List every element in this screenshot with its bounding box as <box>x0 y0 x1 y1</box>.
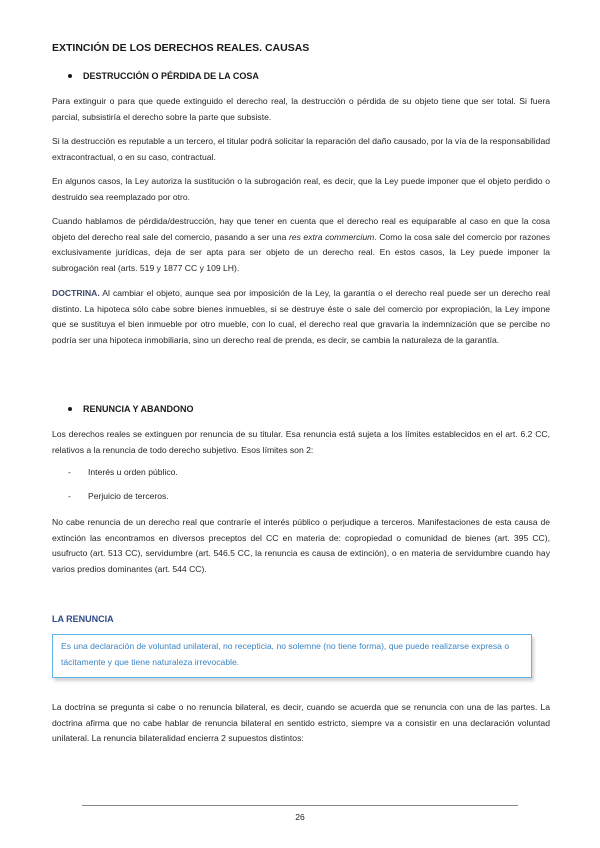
paragraph: En algunos casos, la Ley autoriza la sustitución o la subrogación real, es decir, que la Ley puede imponer que el objeto perdido o destruido sea reemplazado por otro. <box>52 176 550 202</box>
paragraph: No cabe renuncia de un derecho real que contraríe el interés público o perjudique a terceros. Manifestaciones de esta causa de extinción las encontramos en diversos preceptos del CC en materia de: copropiedad o comunidad de bienes (art. 395 CC), usufructo (art. 513 CC), servidumbre (art. 546.5 CC, la renuncia es causa de extinción), o en materia de servidumbre cuando hay varios predios dominantes (art. 544 CC). <box>52 517 550 574</box>
list-item-text: Perjuicio de terceros. <box>88 491 169 501</box>
bullet-icon <box>68 74 72 78</box>
paragraph <box>52 214 550 276</box>
paragraph: La doctrina se pregunta si cabe o no renuncia bilateral, es decir, cuando se acuerda que se renuncia con una de las partes. La doctrina afirma que no cabe hablar de renuncia bilateral en sentido estricto, siempre va a consistir en una declaración voluntad unilateral. La renuncia bilateralidad encierra 2 supuestos distintos: <box>52 702 550 744</box>
paragraph-text: Cuando hablamos de pérdida/destrucción, hay que tener en cuenta que el derecho real es equiparable al caso en que la cosa objeto del derecho real sale del comercio, pasando a ser una <box>52 216 550 242</box>
list-item <box>68 491 169 501</box>
list-item <box>68 467 178 477</box>
dash-marker: - <box>68 491 71 501</box>
page-number: 26 <box>295 812 305 822</box>
footer-divider <box>82 805 518 806</box>
paragraph: Para extinguir o para que quede extinguido el derecho real, la destrucción o pérdida de su objeto tiene que ser total. Si fuera parcial, subsistiría el derecho sobre la parte que subsiste. <box>52 96 550 122</box>
doctrina-paragraph <box>52 286 550 348</box>
page-title: EXTINCIÓN DE LOS DERECHOS REALES. CAUSAS <box>52 42 310 54</box>
dash-marker: - <box>68 467 71 477</box>
paragraph-text: Al cambiar el objeto, aunque sea por imposición de la Ley, la garantía o el derecho real puede ser un derecho real distinto. La hipoteca sólo cabe sobre bienes inmuebles, si se destruye éste o sale del comercio por expropiación, la Ley impone que se sustituya el bien inmueble por otro mueble, con lo cual, el derecho real que gravaría la indemnización que se percibe no podría ser una hipoteca inmobiliaria, sino un derecho real de prenda, es decir, se cambia la naturaleza de la garantía. <box>52 288 550 345</box>
section-heading-text: RENUNCIA Y ABANDONO <box>83 404 194 414</box>
section-heading-destruccion <box>68 71 259 81</box>
paragraph: Los derechos reales se extinguen por renuncia de su titular. Esa renuncia está sujeta a los límites establecidos en el art. 6.2 CC, relativos a la renuncia de todo derecho subjetivo. Esos límites son 2: <box>52 429 550 455</box>
paragraph: Si la destrucción es reputable a un tercero, el titular podrá solicitar la reparación del daño causado, por la vía de la responsabilidad extracontractual, o en su caso, contractual. <box>52 136 550 162</box>
bullet-icon <box>68 407 72 411</box>
section-heading-renuncia-abandono <box>68 404 194 414</box>
paragraph-text: . Como la cosa sale del comercio por razones exclusivamente jurídicas, deja de ser apta para ser objeto de un derecho real. En estos casos, la Ley puede imponer la subrogación real (arts. 519 y 1877 CC y 109 LH). <box>52 231 550 273</box>
list-item-text: Interés u orden público. <box>88 467 178 477</box>
section-heading-la-renuncia: LA RENUNCIA <box>52 614 114 624</box>
section-heading-text: DESTRUCCIÓN O PÉRDIDA DE LA COSA <box>83 71 259 81</box>
latin-term: res extra commercium <box>288 231 375 242</box>
definition-callout: Es una declaración de voluntad unilateral, no recepticia, no solemne (no tiene forma), que puede realizarse expresa o tácitamente y que tiene naturaleza irrevocable. <box>52 634 532 678</box>
doctrina-label: DOCTRINA. <box>52 288 100 298</box>
